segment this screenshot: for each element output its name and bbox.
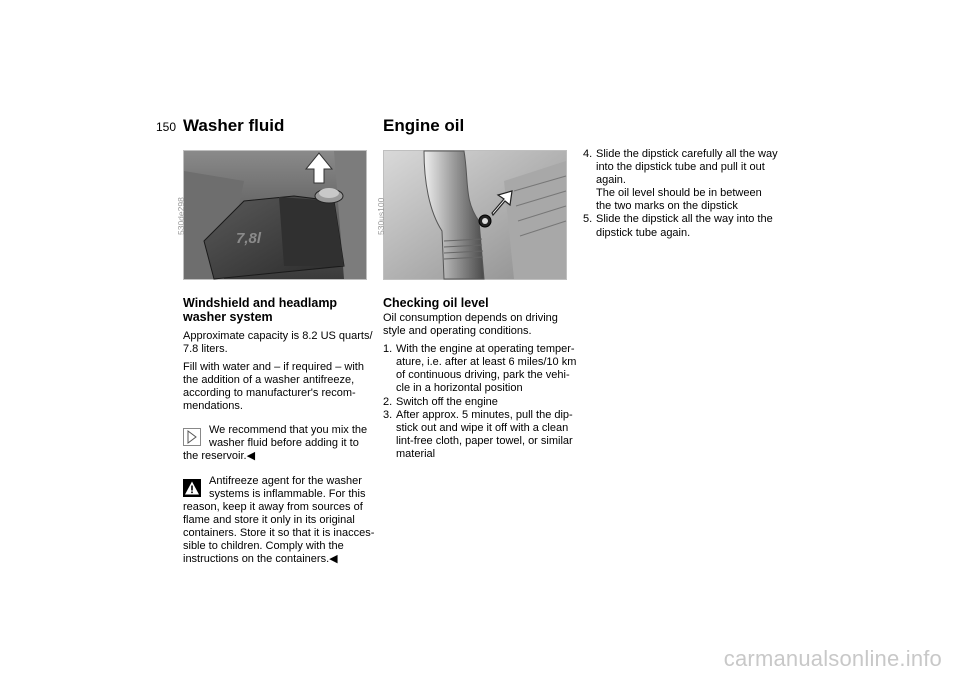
capacity-paragraph: Approximate capacity is 8.2 US quarts/ 7.8 liters. xyxy=(183,330,373,356)
note-line: the reservoir. xyxy=(183,449,247,462)
step-text: Slide the dipstick carefully all the way into the dipstick tube and pull it out again. xyxy=(596,148,778,187)
step-text: With the engine at operating temper-ature, i.e. after at least 6 miles/10 km of continuous driving, park the vehi-cle in a horizontal position xyxy=(396,343,577,395)
step-text: Slide the dipstick all the way into the dipstick tube again. xyxy=(596,213,773,239)
figure-code: 530de298 xyxy=(176,197,186,235)
step-number: 1. xyxy=(383,343,393,356)
warning-line: systems is inflammable. For this xyxy=(209,487,366,500)
step-item xyxy=(583,213,778,239)
washer-system-subtitle xyxy=(183,296,378,324)
oil-check-steps xyxy=(383,343,578,461)
warning-icon xyxy=(183,479,201,497)
fill-paragraph: Fill with water and – if required – with the addition of a washer antifreeze, according to manufacturer's recom-mendations. xyxy=(183,361,364,413)
step-text: The oil level should be in between the two marks on the dipstick xyxy=(596,187,762,213)
step-number: 4. xyxy=(583,148,593,160)
engine-oil-title: Engine oil xyxy=(383,116,465,135)
step-number: 3. xyxy=(383,408,393,421)
washer-reservoir-illustration xyxy=(184,151,366,279)
tip-triangle-icon xyxy=(183,428,201,446)
tip-note xyxy=(183,424,378,463)
figure-code: 530us100 xyxy=(376,197,386,235)
washer-fluid-title: Washer fluid xyxy=(183,116,285,135)
subtitle-line: washer system xyxy=(183,310,273,324)
dipstick-figure xyxy=(376,150,567,280)
step-item xyxy=(583,148,778,187)
step-text: Switch off the engine xyxy=(396,395,498,408)
step-text: After approx. 5 minutes, pull the dip-stick out and wipe it off with a clean lint-free cloth, paper towel, or similar material xyxy=(396,408,573,460)
subtitle-line: Windshield and headlamp xyxy=(183,296,338,310)
step-number: 5. xyxy=(583,213,593,226)
step-item xyxy=(383,396,578,409)
step-item xyxy=(383,343,578,395)
warning-line: reason, keep it away from sources of flame and store it only in its original containers. Store it so that it is inacces-sible to children. Comply with the instructions on the containers. xyxy=(183,501,375,566)
engine-dipstick-illustration xyxy=(384,151,566,279)
note-line: We recommend that you mix the xyxy=(209,423,368,436)
end-mark-icon: ◀ xyxy=(329,553,338,566)
note-line: washer fluid before adding it to xyxy=(209,436,359,449)
tank-capacity-label: 7,8l xyxy=(236,230,262,247)
step-item xyxy=(583,187,778,213)
oil-check-steps-continued xyxy=(583,148,778,240)
page-number: 150 xyxy=(156,120,177,134)
step-item xyxy=(383,409,578,461)
footer-brand: carmanualsonline.info xyxy=(723,646,942,671)
checking-oil-subtitle: Checking oil level xyxy=(383,296,489,310)
warning-note xyxy=(183,475,378,567)
end-mark-icon: ◀ xyxy=(246,449,256,462)
step-number: 2. xyxy=(383,395,393,408)
oil-intro-paragraph: Oil consumption depends on driving style and operating conditions. xyxy=(383,312,558,338)
washer-reservoir-figure xyxy=(176,150,367,280)
warning-line: Antifreeze agent for the washer xyxy=(209,474,362,487)
